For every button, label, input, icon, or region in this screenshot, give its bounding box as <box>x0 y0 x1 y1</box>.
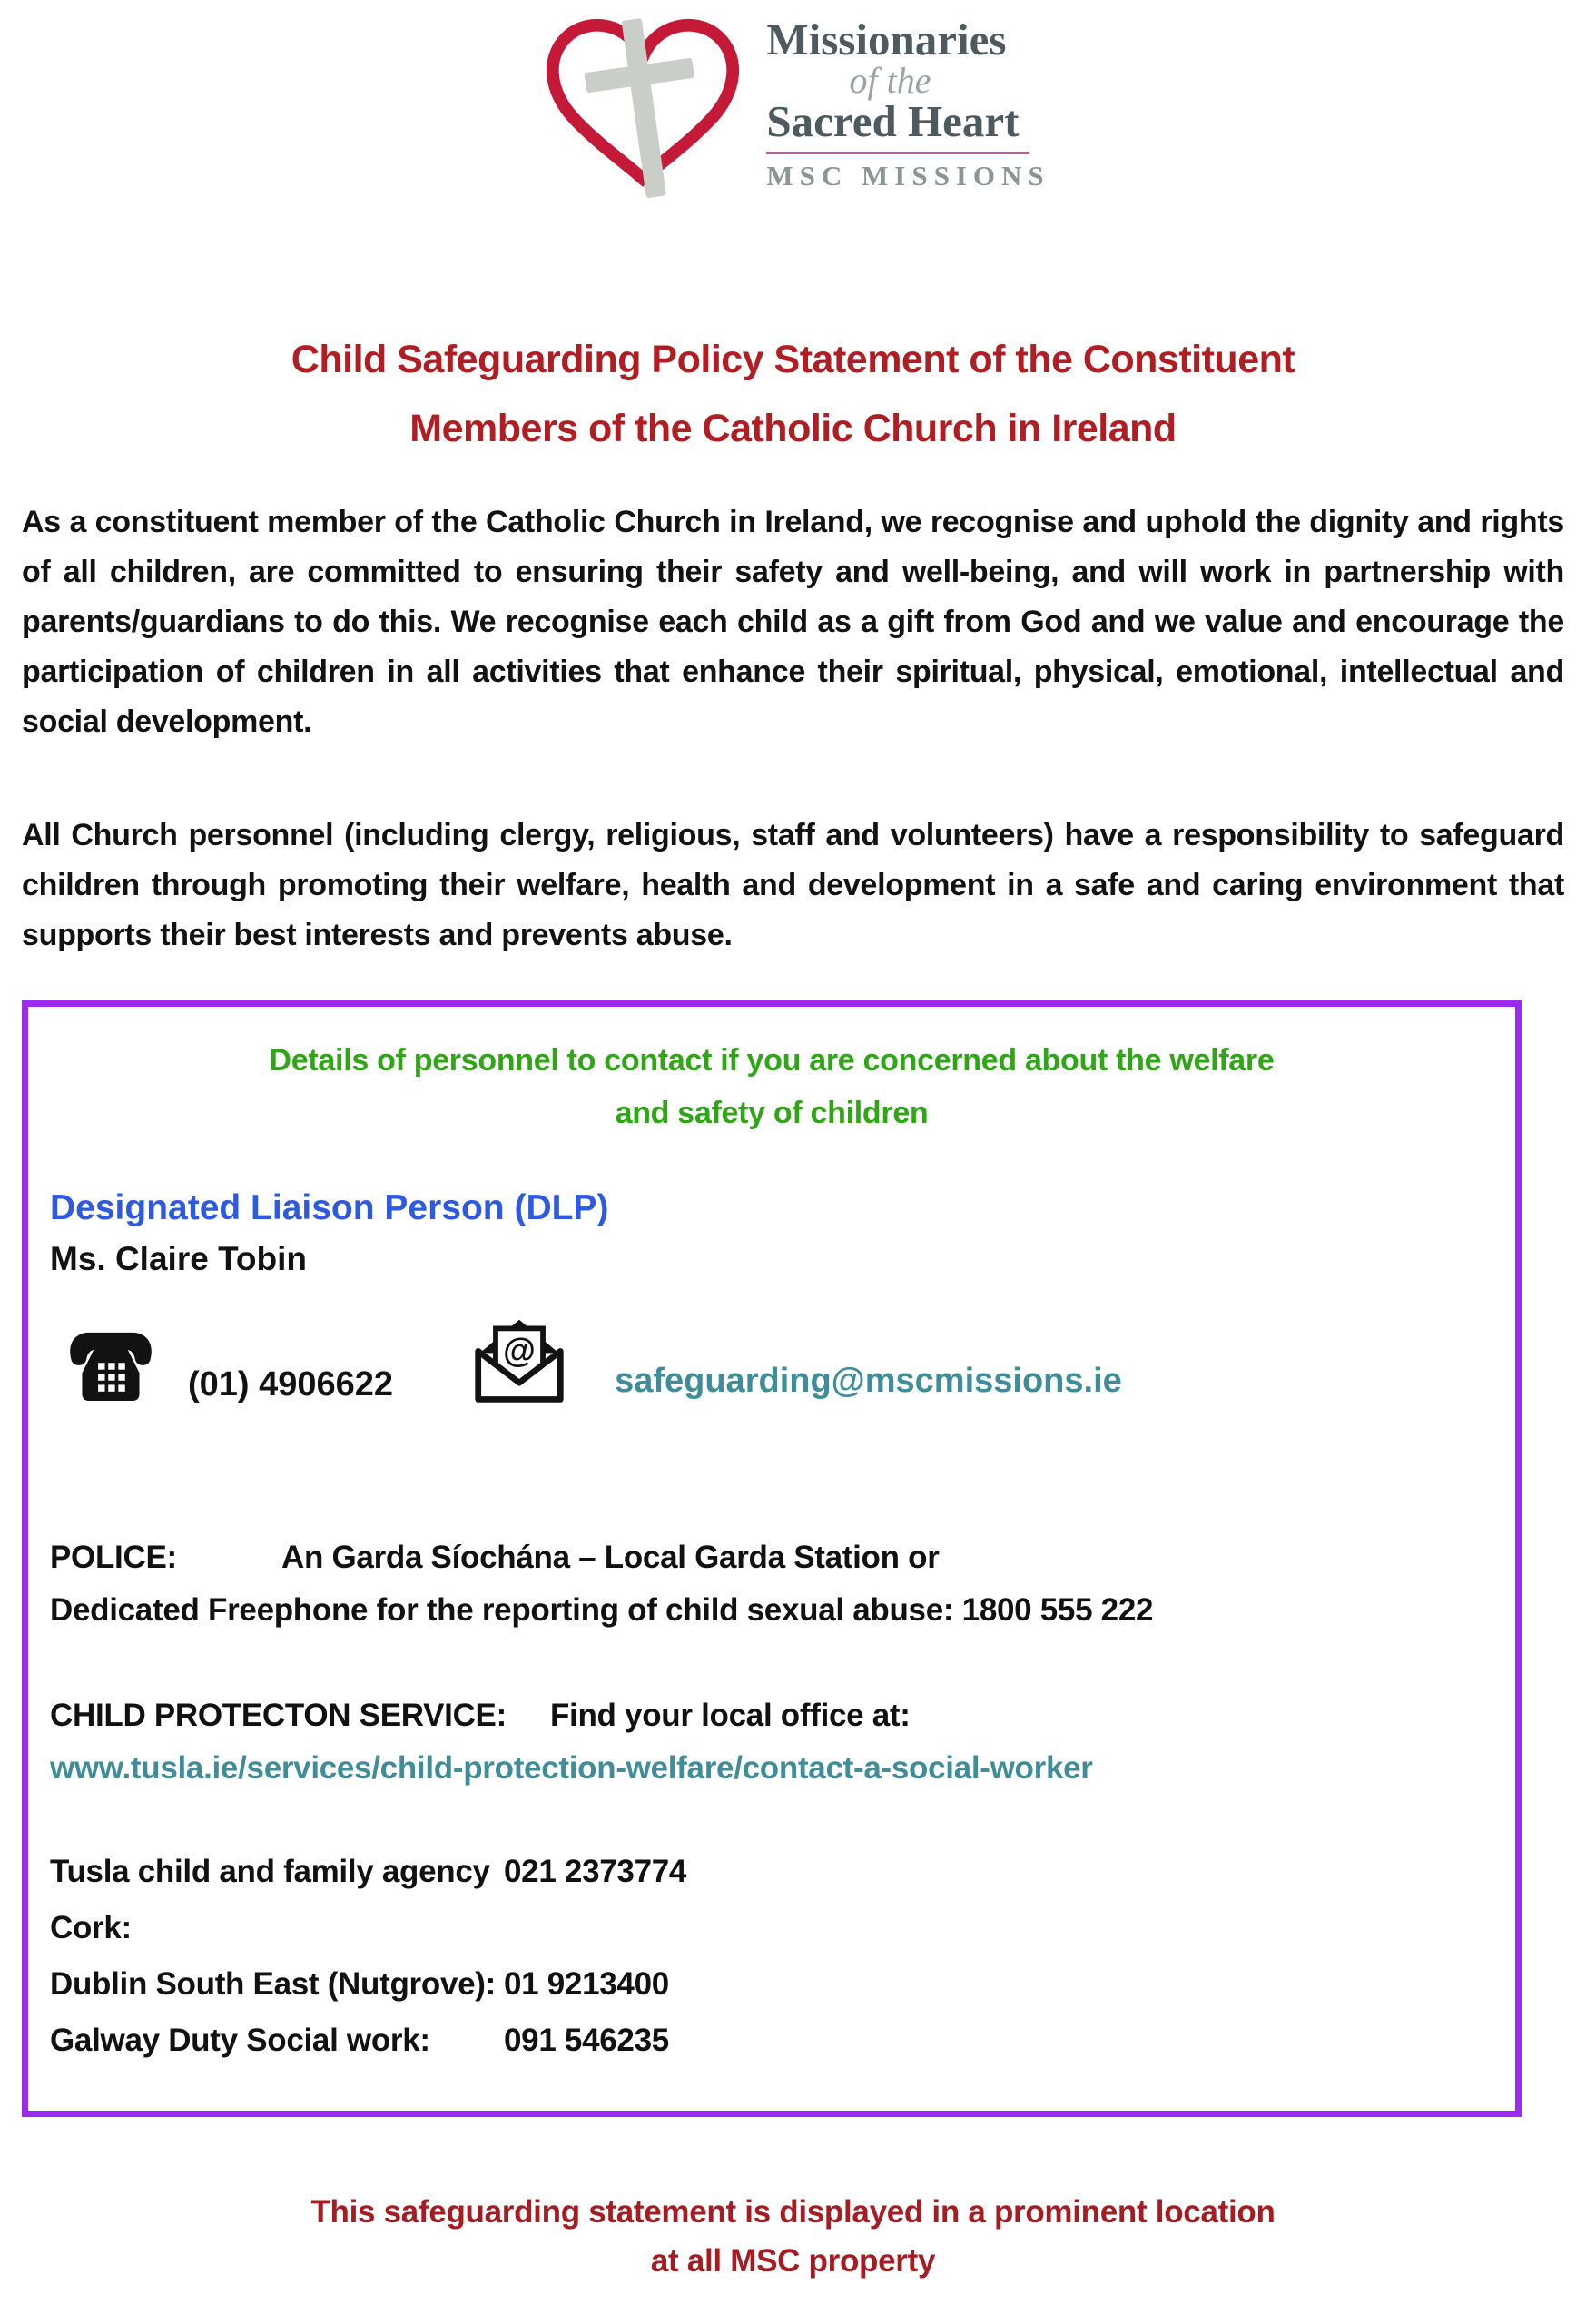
logo-org-name-line1: Missionaries <box>766 14 1007 64</box>
cps-label: CHILD PROTECTON SERVICE: <box>50 1698 507 1733</box>
police-label: POLICE: <box>50 1540 177 1575</box>
logo-divider <box>766 152 1029 154</box>
contact-box-heading: Details of personnel to contact if you are concerned about the welfare and safety of children <box>269 1043 1275 1130</box>
logo-org-subtitle: MSC MISSIONS <box>766 159 1050 192</box>
police-text: An Garda Síochána – Local Garda Station or <box>281 1540 940 1575</box>
tusla-url-link[interactable]: www.tusla.ie/services/child-protection-welfare/contact-a-social-worker <box>50 1750 1093 1786</box>
agency-label: Tusla child and family agency Cork: <box>50 1854 490 1945</box>
police-line1 <box>50 1531 1501 1584</box>
heart-cross-logo-icon <box>536 7 750 200</box>
contact-details-box <box>22 1000 1522 2117</box>
logo-org-name-line3: Sacred Heart <box>766 95 1020 146</box>
logo-cross <box>578 12 711 200</box>
policy-paragraph-1: As a constituent member of the Catholic Church in Ireland, we recognise and uphold the dignity and rights of all children, are committed to ensuring their safety and well-being, and will work in partnership with parents/guardians to do this. We recognise each child as a gift from God and we value and encourage the participation of children in all activities that enhance their spiritual, physical, emotional, intellectual and social development. <box>22 505 1564 739</box>
agency-phone-table <box>50 1844 1501 2069</box>
page-title-line1: Child Safeguarding Policy Statement of the Constituent <box>291 338 1295 381</box>
policy-paragraph-2: All Church personnel (including clergy, religious, staff and volunteers) have a responsibility to safeguard children through promoting their welfare, health and development in a safe and caring environment that supports their best interests and prevents abuse. <box>22 818 1564 952</box>
police-contact-block <box>50 1531 1501 1637</box>
dlp-name: Ms. Claire Tobin <box>50 1240 308 1277</box>
agency-label: Dublin South East (Nutgrove): <box>50 1966 496 2002</box>
child-protection-service-block <box>50 1689 1501 1795</box>
telephone-keypad <box>98 1363 125 1392</box>
cps-line1 <box>50 1689 1501 1742</box>
dlp-email-link[interactable]: safeguarding@mscmissions.ie <box>615 1362 1122 1400</box>
agency-phone: 091 546235 <box>504 2023 669 2058</box>
agency-phone: 01 9213400 <box>504 1966 669 2002</box>
display-location-note-line2: at all MSC property <box>650 2243 936 2279</box>
agency-label: Galway Duty Social work: <box>50 2023 430 2058</box>
dlp-phone-number: (01) 4906622 <box>188 1365 394 1403</box>
agency-phone: 021 2373774 <box>504 1854 687 1889</box>
dlp-title: Designated Liaison Person (DLP) <box>50 1188 609 1227</box>
page-title-line2: Members of the Catholic Church in Ireland <box>409 407 1177 450</box>
display-location-note-line1: This safeguarding statement is displayed in a prominent location <box>310 2194 1276 2230</box>
logo-org-name-line2: of the <box>849 59 931 101</box>
email-envelope-icon <box>471 1317 567 1406</box>
svg-text:@: @ <box>503 1332 536 1369</box>
logo-text <box>766 14 1050 192</box>
cps-text: Find your local office at: <box>549 1698 911 1733</box>
dlp-contact-row <box>64 1317 1501 1406</box>
page-title <box>22 325 1564 463</box>
police-line2: Dedicated Freephone for the reporting of child sexual abuse: 1800 555 222 <box>50 1592 1154 1628</box>
telephone-icon <box>64 1326 157 1406</box>
msc-logo <box>22 7 1564 200</box>
display-location-note <box>22 2188 1564 2286</box>
